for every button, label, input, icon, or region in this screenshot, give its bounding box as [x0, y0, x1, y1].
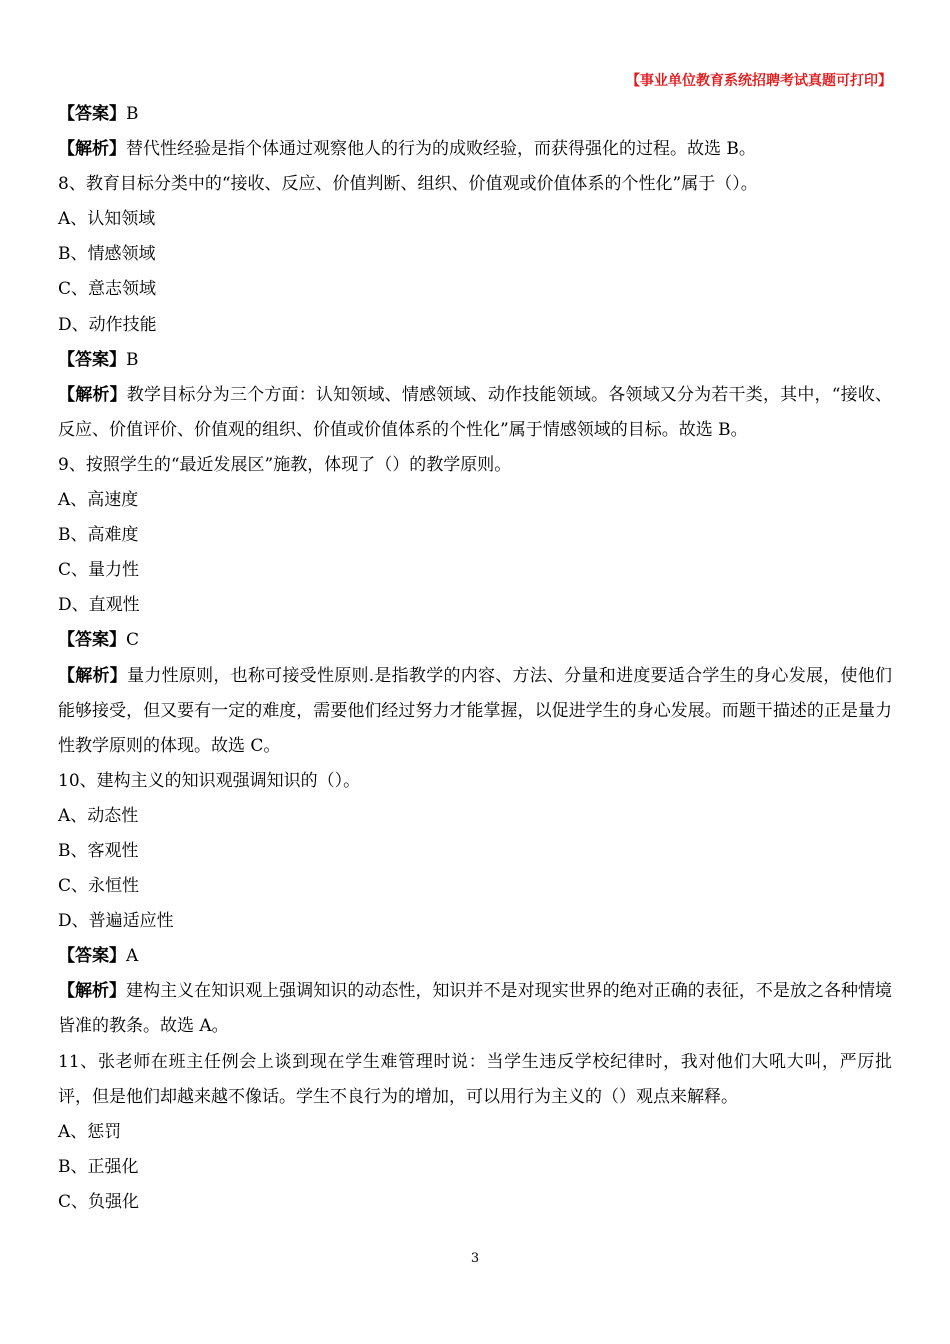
option-c: C、负强化: [58, 1191, 140, 1212]
analysis-tag: 【解析】: [58, 384, 127, 405]
answer-line: [58, 939, 892, 974]
analysis-text: 教学目标分为三个方面：认知领域、情感领域、动作技能领域。各领域又分为若干类，其中，“接收、反应、价值评价、价值观的组织、价值或价值体系的个性化”属于情感领域的目标。故选 B。: [58, 384, 892, 440]
answer-value: C: [126, 630, 140, 651]
question-stem: 11、张老师在班主任例会上谈到现在学生难管理时说：当学生违反学校纪律时，我对他们大吼大叫，严厉批评，但是他们却越来越不像话。学生不良行为的增加，可以用行为主义的（）观点来解释。: [58, 1051, 892, 1107]
option-a: A、认知领域: [58, 209, 156, 230]
analysis-tag: 【解析】: [58, 665, 128, 686]
answer-line: [58, 97, 892, 132]
answer-value: A: [126, 946, 139, 967]
answer-tag: 【答案】: [58, 946, 126, 967]
option-a: A、惩罚: [58, 1121, 122, 1142]
option-b: B、情感领域: [58, 244, 156, 265]
option-c: C、永恒性: [58, 876, 140, 897]
analysis-tag: 【解析】: [58, 981, 127, 1002]
answer-tag: 【答案】: [58, 104, 126, 124]
option-b: B、高难度: [58, 525, 139, 546]
analysis-paragraph: [58, 974, 892, 1044]
analysis-text: 建构主义在知识观上强调知识的动态性，知识并不是对现实世界的绝对正确的表征，不是放之各种情境皆准的教条。故选 A。: [58, 981, 893, 1037]
option-d: D、普遍适应性: [58, 911, 174, 932]
answer-tag: 【答案】: [58, 349, 126, 370]
question-stem: 8、教育目标分类中的“接收、反应、价值判断、组织、价值观或价值体系的个性化”属于（）。: [58, 174, 758, 195]
answer-value: B: [126, 104, 139, 124]
option-d: D、动作技能: [58, 314, 157, 335]
analysis-paragraph: [58, 132, 892, 167]
option-c: C、意志领域: [58, 279, 157, 300]
document-body: [58, 97, 892, 1220]
option-a: A、动态性: [58, 805, 139, 826]
option-a: A、高速度: [58, 490, 139, 511]
document-banner: 【事业单位教育系统招聘考试真题可打印】: [626, 73, 892, 89]
analysis-paragraph: [58, 659, 892, 764]
answer-value: B: [126, 349, 139, 370]
option-d: D、直观性: [58, 595, 140, 616]
answer-tag: 【答案】: [58, 630, 126, 651]
question-stem: 9、按照学生的“最近发展区”施教，体现了（）的教学原则。: [58, 454, 512, 475]
answer-line: [58, 623, 892, 658]
analysis-paragraph: [58, 378, 892, 448]
question-stem: 10、建构主义的知识观强调知识的（）。: [58, 770, 361, 791]
answer-line: [58, 343, 892, 378]
option-b: B、正强化: [58, 1156, 139, 1177]
option-c: C、量力性: [58, 560, 140, 581]
page-number: 3: [470, 1251, 480, 1266]
analysis-tag: 【解析】: [58, 139, 126, 160]
analysis-text: 替代性经验是指个体通过观察他人的行为的成败经验，而获得强化的过程。故选 B。: [126, 139, 756, 160]
option-b: B、客观性: [58, 840, 139, 861]
analysis-text: 量力性原则，也称可接受性原则.是指教学的内容、方法、分量和进度要适合学生的身心发展，使他们能够接受，但又要有一定的难度，需要他们经过努力才能掌握，以促进学生的身心发展。而题干描述的正是量力性教学原则的体现。故选 C。: [58, 665, 893, 756]
